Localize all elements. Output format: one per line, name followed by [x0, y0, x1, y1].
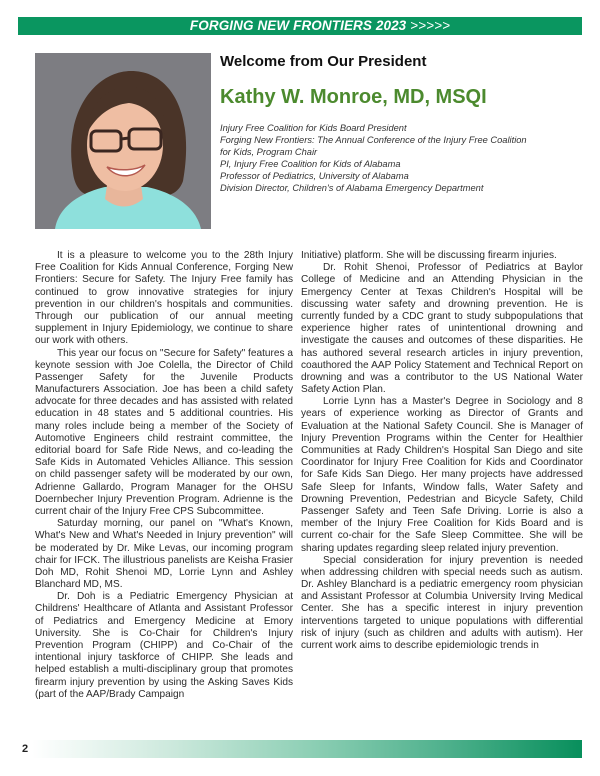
header-banner [18, 17, 582, 35]
body-paragraph: Lorrie Lynn has a Master's Degree in Sociology and 8 years of experience working as Director of Grants and Evaluation at the National Safety Council. She is Manager of Injury Prevention Programs within the Center for Healthier Communities at Rady Children's Hospital San Diego and site Coordinator for Injury Free Coalition for Kids and Coordinator for Safe Kids San Diego. Her many projects have addressed Safe Sleep for Infants, Window falls, Water Safety and Drowning Prevention, Pedestrian and Bicycle Safety, Child Passenger Safety and Teen Safe Driving. Lorrie is also a member of the Injury Free Coalition for Kids Board and is current co-chair for the Safe Sleep Committee. She will be sharing updates regarding sleep related injury prevention. [301, 396, 583, 554]
title-line: Professor of Pediatrics, University of Alabama [220, 171, 409, 181]
body-paragraph: Dr. Doh is a Pediatric Emergency Physician at Childrens' Healthcare of Atlanta and Assistant Professor of Pediatrics and Emergency Medicine at Emory University. She is Co-Chair for Children's Injury Prevention Program (CHIPP) and Co-Chair of the intentional injury taskforce of CHIPP. She leads and helped establish a multi-disciplinary group that promotes firearm injury prevention by using the Asking Saves Kids (part of the AAP/Brady Campaign [35, 591, 293, 700]
body-paragraph: This year our focus on "Secure for Safety" features a keynote session with Joe Colella, the Director of Child Passenger Safety for the Juvenile Products Manufacturers Association. Joe has been a child safety advocate for three decades and has assisted with related education in 48 states and 5 additional countries. His many roles include being a member of the Society of Automotive Engineers child restraint committee, the editorial board for Safe Ride News, and co-leading the Safe Kids in Automated Vehicles Alliance. This session on child passenger safety will be moderated by our own, Adrienne Gallardo, Program Manager for the OHSU Doernbecher Injury Prevention Program. Adrienne is the current chair of the Injury Free CPS Subcommittee. [35, 347, 293, 517]
title-line: for Kids, Program Chair [220, 147, 318, 157]
title-line: PI, Injury Free Coalition for Kids of Alabama [220, 159, 401, 169]
banner-arrows: >>>>> [410, 18, 451, 33]
section-title: Welcome from Our President [220, 53, 427, 70]
portrait-image [35, 53, 211, 229]
president-titles [220, 122, 590, 194]
title-line: Forging New Frontiers: The Annual Conference of the Injury Free Coalition [220, 135, 527, 145]
body-paragraph: Dr. Rohit Shenoi, Professor of Pediatrics at Baylor College of Medicine and an Attending Physician in the Emergency Center at Texas Children's Hospital will be discussing water safety and drowning prevention. He is currently funded by a CDC grant to study subpopulations that experience higher rates of unintentional drowning and investigate the causes and outcomes of these disparities. He has authored several research articles in injury prevention, coauthored the AAP Policy Statement and Technical Report on drowning and was a contributor to the US National Water Safety Action Plan. [301, 262, 583, 396]
body-paragraph: Special consideration for injury prevention is needed when addressing children with special needs such as autism. Dr. Ashley Blanchard is a pediatric emergency room physician and Assistant Professor at Columbia University Irving Medical Center. She has a specific interest in injury prevention interventions targeted to unique populations with differential risk of injury (such as children and adults with autism). Her current work aims to describe epidemiologic trends in [301, 554, 583, 651]
president-name: Kathy W. Monroe, MD, MSQI [220, 86, 487, 108]
body-column-right [301, 250, 583, 652]
president-photo [35, 53, 211, 229]
banner-title [18, 17, 582, 35]
page-number: 2 [22, 743, 29, 755]
title-line: Division Director, Children's of Alabama Emergency Department [220, 183, 484, 193]
body-paragraph: It is a pleasure to welcome you to the 28th Injury Free Coalition for Kids Annual Conference, Forging New Frontiers: Secure for Safety. The Injury Free family has continued to grow innovative strategies for injury prevention in our children's hospitals and communities. Through our publication of our annual meeting supplement in Injury Epidemiology, we continue to share our work with others. [35, 250, 293, 347]
body-column-left [35, 250, 293, 701]
article-header [220, 53, 590, 194]
footer-gradient-bar [32, 740, 582, 758]
body-paragraph: Saturday morning, our panel on "What's Known, What's New and What's Needed in Injury prevention" will be moderated by Dr. Mike Levas, our incoming program chair for IFCK. The illustrious panelists are Keisha Frasier Doh MD, Rohit Shenoi MD, Lorrie Lynn and Ashley Blanchard MD, MS. [35, 518, 293, 591]
body-paragraph-continuation: Initiative) platform. She will be discussing firearm injuries. [301, 250, 557, 261]
title-line: Injury Free Coalition for Kids Board President [220, 123, 407, 133]
banner-title-text: FORGING NEW FRONTIERS 2023 [189, 18, 407, 33]
